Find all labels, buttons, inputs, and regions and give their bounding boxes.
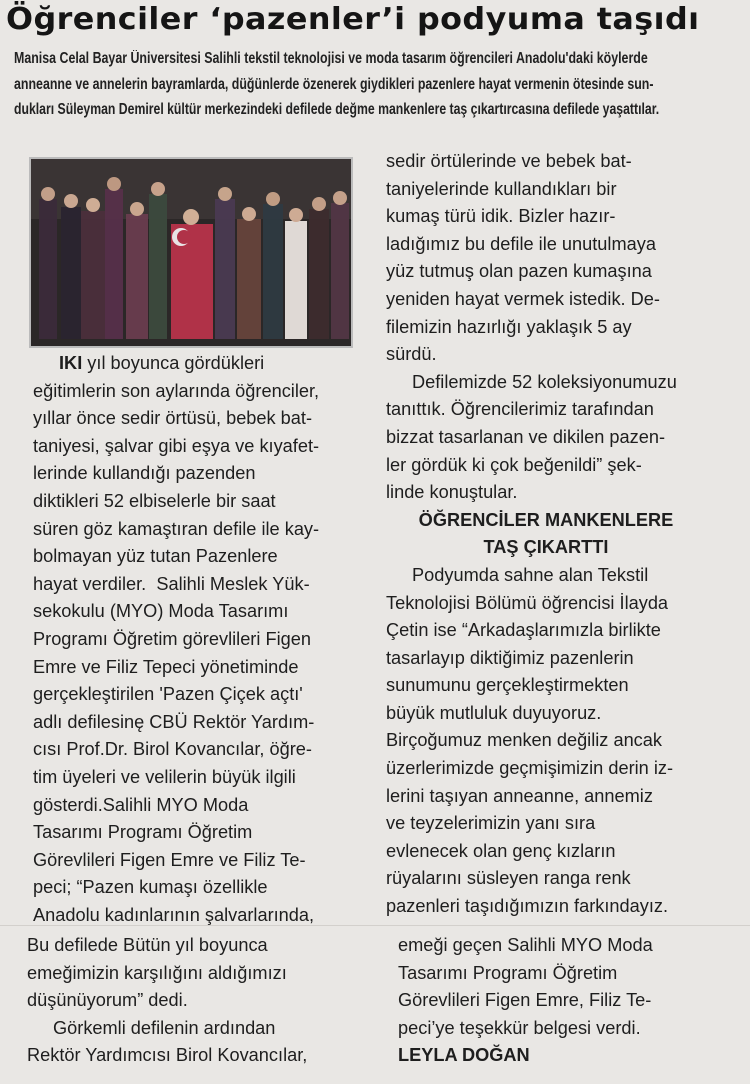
text-line: tasarlayıp diktiğimiz pazenlerin (386, 647, 634, 668)
text-line: peci’ye teşekkür belgesi verdi. (398, 1017, 641, 1038)
text-line: lerini taşıyan anneanne, annemiz (386, 785, 653, 806)
text-line: pazenleri taşıdığımızın farkındayız. (386, 896, 669, 917)
text-line: gösterdi.Salihli MYO Moda (33, 794, 249, 815)
lead-line: anneanne ve annelerin bayramlarda, düğünlerde özenerek giydikleri pazenlere hayat vermenin ötesinde sun- (14, 75, 654, 93)
text-line: Programı Öğretim görevlileri Figen (33, 628, 311, 649)
photo-illustration (31, 159, 351, 346)
text-line: taniyelerinde kullandıkları bir (386, 178, 617, 199)
text-line (33, 350, 363, 378)
text-line: süren göz kamaştıran defile ile kay- (33, 518, 320, 539)
text-line: rüyalarını süsleyen ranga renk (386, 868, 631, 889)
text-line: diktikleri 52 elbiselerle bir saat (33, 490, 276, 511)
text-line: ladığımız bu defile ile unutulmaya (386, 233, 656, 254)
text-line: lerinde kullandığı pazenden (33, 463, 256, 484)
dropcap: IKI (59, 353, 83, 373)
text-line: ler gördük ki çok beğenildi” şek- (386, 454, 642, 475)
text-line: emeği geçen Salihli MYO Moda (398, 935, 653, 955)
text-line: eğitimlerin son aylarında öğrenciler, (33, 380, 320, 401)
subheading: ÖĞRENCİLER MANKENLERE TAŞ ÇIKARTTI (418, 509, 674, 558)
left-column (33, 350, 363, 929)
page-divider (0, 925, 750, 926)
text-line: Görkemli defilenin ardından (53, 1017, 276, 1038)
text-line: linde konuştular. (386, 482, 518, 503)
lead-paragraph (14, 46, 738, 123)
text-line: yeniden hayat vermek istedik. De- (386, 288, 660, 309)
text-line: tim üyeleri ve velilerin büyük ilgili (33, 766, 296, 787)
text-line: sürdü. (386, 344, 437, 365)
text-line: kumaş türü idik. Bizler hazır- (386, 206, 616, 227)
bottom-left-column (27, 932, 377, 1070)
text-line: düşünüyorum” dedi. (27, 990, 188, 1011)
text-line: Birçoğumuz menken değiliz ancak (386, 730, 662, 751)
text-line: bizzat tasarlanan ve dikilen pazen- (386, 426, 666, 447)
text-line: evlenecek olan genç kızların (386, 840, 616, 861)
text-line: üzerlerimizde geçmişimizin derin iz- (386, 758, 674, 779)
text-line: sekokulu (MYO) Moda Tasarımı (33, 601, 289, 622)
text-line: Tasarımı Programı Öğretim (33, 822, 253, 843)
text-line: Bu defilede Bütün yıl boyunca (27, 935, 268, 955)
text-line: gerçekleştirilen 'Pazen Çiçek açtı' (33, 684, 303, 705)
text-line: emeğimizin karşılığını aldığımızı (27, 962, 287, 983)
text-line: sunumunu gerçekleştirmekten (386, 675, 629, 696)
text-line: yıllar önce sedir örtüsü, bebek bat- (33, 408, 313, 429)
text-line: Çetin ise “Arkadaşlarımızla birlikte (386, 620, 661, 641)
text-line: büyük mutluluk duyuyoruz. (386, 702, 602, 723)
text-line: Teknolojisi Bölümü öğrencisi İlayda (386, 592, 669, 613)
text-line: ve teyzelerimizin yanı sıra (386, 813, 596, 834)
text-line: Görevlileri Figen Emre, Filiz Te- (398, 990, 652, 1011)
text-line: Emre ve Filiz Tepeci yönetiminde (33, 656, 299, 677)
text-line: taniyesi, şalvar gibi eşya ve kıyafet- (33, 435, 320, 456)
right-column (386, 148, 726, 921)
text-line: peci; “Pazen kumaşı özellikle (33, 877, 268, 898)
text-line: Tasarımı Programı Öğretim (398, 962, 618, 983)
text-line: bolmayan yüz tutan Pazenlere (33, 546, 278, 567)
text-line: sedir örtülerinde ve bebek bat- (386, 151, 632, 171)
text-line: Rektör Yardımcısı Birol Kovancılar, (27, 1045, 308, 1066)
text-line: hayat verdiler. Salihli Meslek Yük- (33, 573, 310, 594)
text-line: Görevlileri Figen Emre ve Filiz Te- (33, 849, 306, 870)
fashion-show-photo (29, 157, 353, 348)
text-line: Podyumda sahne alan Tekstil (412, 564, 649, 585)
text-line: Anadolu kadınlarının şalvarlarında, (33, 904, 315, 925)
bottom-right-column (398, 932, 728, 1070)
text-line: adlı defilesinę CBÜ Rektör Yardım- (33, 711, 315, 732)
text-line: yüz tutmuş olan pazen kumaşına (386, 261, 652, 282)
text-line: filemizin hazırlığı yaklaşık 5 ay (386, 316, 632, 337)
lead-line: Manisa Celal Bayar Üniversitesi Salihli tekstil teknolojisi ve moda tasarım öğrencileri Anadolu'daki köylerde (14, 50, 648, 67)
headline: Öğrenciler ‘pazenler’i podyuma taşıdı (6, 2, 700, 37)
lead-line: dukları Süleyman Demirel kültür merkezindeki defilede değme mankenlere taş çıkartırcasına defilede yaşattılar. (14, 101, 660, 118)
text-line: Defilemizde 52 koleksiyonumuzu (412, 371, 677, 392)
text-fragment: yıl boyunca gördükleri (82, 353, 265, 373)
text-line: cısı Prof.Dr. Birol Kovancılar, öğre- (33, 739, 312, 760)
text-line: tanıttık. Öğrencilerimiz tarafından (386, 399, 654, 420)
byline: LEYLA DOĞAN (398, 1045, 530, 1066)
